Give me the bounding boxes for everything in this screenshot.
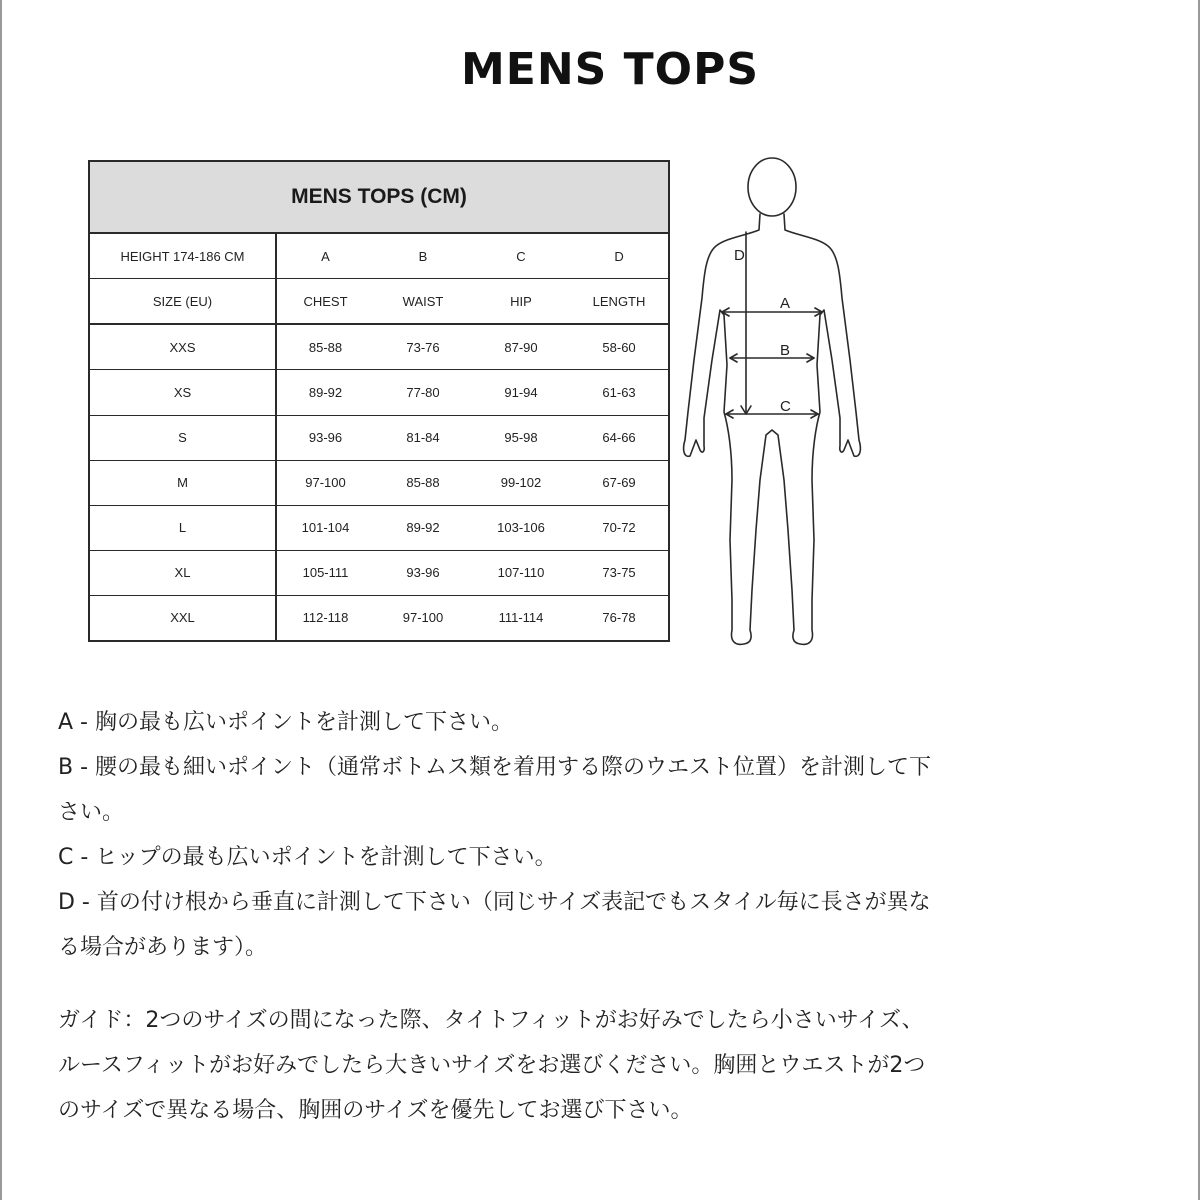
chest-cell: 93-96 (276, 415, 374, 460)
column-letter-c: C (472, 233, 570, 279)
hip-cell: 111-114 (498, 610, 544, 626)
waist-header: WAIST (374, 279, 472, 325)
table-row (89, 550, 669, 595)
column-letter-b: B (374, 233, 472, 279)
figure-head (748, 158, 796, 216)
hip-cell: 91-94 (472, 370, 570, 415)
length-cell: 61-63 (570, 370, 669, 415)
size-header: SIZE (EU) (89, 279, 276, 325)
waist-cell: 93-96 (374, 550, 472, 595)
chest-cell: 97-100 (276, 460, 374, 505)
hip-cell: 87-90 (472, 324, 570, 370)
size-cell: M (89, 460, 276, 505)
table-row (89, 370, 669, 415)
waist-cell: 89-92 (374, 505, 472, 550)
table-row (89, 324, 669, 370)
height-header: HEIGHT 174-186 CM (89, 233, 276, 279)
guide-text: ルースフィットがお好みでしたら大きいサイズをお選びください。胸囲とウエストが2つ (58, 1053, 926, 1078)
waist-cell: 81-84 (374, 415, 472, 460)
hip-header: HIP (472, 279, 570, 325)
note-hip: C - ヒップの最も広いポイントを計測して下さい。 (58, 845, 557, 870)
waist-cell: 97-100 (402, 610, 444, 626)
length-cell: 64-66 (570, 415, 669, 460)
guide-text: ガイド：2つのサイズの間になった際、タイトフィットがお好みでしたら小さいサイズ、 (58, 1008, 924, 1033)
length-cell: 67-69 (570, 460, 669, 505)
figure-label-b: B (780, 342, 791, 359)
table-row (89, 595, 669, 641)
figure-body-outline (684, 214, 861, 644)
length-cell: 76-78 (602, 610, 636, 626)
hip-cell: 95-98 (472, 415, 570, 460)
hip-cell: 103-106 (472, 505, 570, 550)
waist-cell: 73-76 (374, 324, 472, 370)
hip-cell: 107-110 (472, 550, 570, 595)
length-cell: 73-75 (570, 550, 669, 595)
figure-label-a: A (780, 295, 791, 312)
figure-label-c: C (780, 398, 791, 415)
size-cell: S (89, 415, 276, 460)
guide-text: のサイズで異なる場合、胸囲のサイズを優先してお選び下さい。 (58, 1098, 693, 1123)
note-waist-continued: さい。 (58, 800, 125, 825)
table-row (89, 505, 669, 550)
table-row (89, 415, 669, 460)
waist-cell: 77-80 (374, 370, 472, 415)
waist-cell: 85-88 (374, 460, 472, 505)
note-length: D - 首の付け根から垂直に計測して下さい（同じサイズ表記でもスタイル毎に長さが異な (58, 890, 931, 915)
size-cell: XXL (89, 595, 276, 641)
chest-cell: 89-92 (276, 370, 374, 415)
chest-cell: 105-111 (276, 550, 374, 595)
chest-cell: 85-88 (276, 324, 374, 370)
measurement-notes (58, 700, 1168, 1133)
hip-cell: 99-102 (472, 460, 570, 505)
table-caption: MENS TOPS (CM) (89, 161, 669, 233)
table-row (89, 460, 669, 505)
note-waist: B - 腰の最も細いポイント（通常ボトムス類を着用する際のウエスト位置）を計測して下 (58, 755, 932, 780)
page-title: MENS TOPS (460, 44, 760, 95)
column-letter-a: A (276, 233, 374, 279)
length-cell: 70-72 (570, 505, 669, 550)
size-cell: XS (89, 370, 276, 415)
chest-cell: 112-118 (302, 610, 349, 626)
chest-header: CHEST (276, 279, 374, 325)
size-cell: XL (89, 550, 276, 595)
note-length-continued: る場合があります）。 (58, 935, 268, 960)
length-cell: 58-60 (570, 324, 669, 370)
size-table (88, 160, 670, 642)
chest-cell: 101-104 (276, 505, 374, 550)
size-cell: L (89, 505, 276, 550)
figure-label-d: D (734, 247, 745, 264)
human-body-outline-icon (672, 150, 872, 660)
length-header: LENGTH (570, 279, 669, 325)
table-header-row (89, 233, 669, 279)
column-letter-d: D (570, 233, 669, 279)
size-cell: XXS (89, 324, 276, 370)
table-header-row (89, 279, 669, 325)
note-chest: A - 胸の最も広いポイントを計測して下さい。 (58, 710, 513, 735)
